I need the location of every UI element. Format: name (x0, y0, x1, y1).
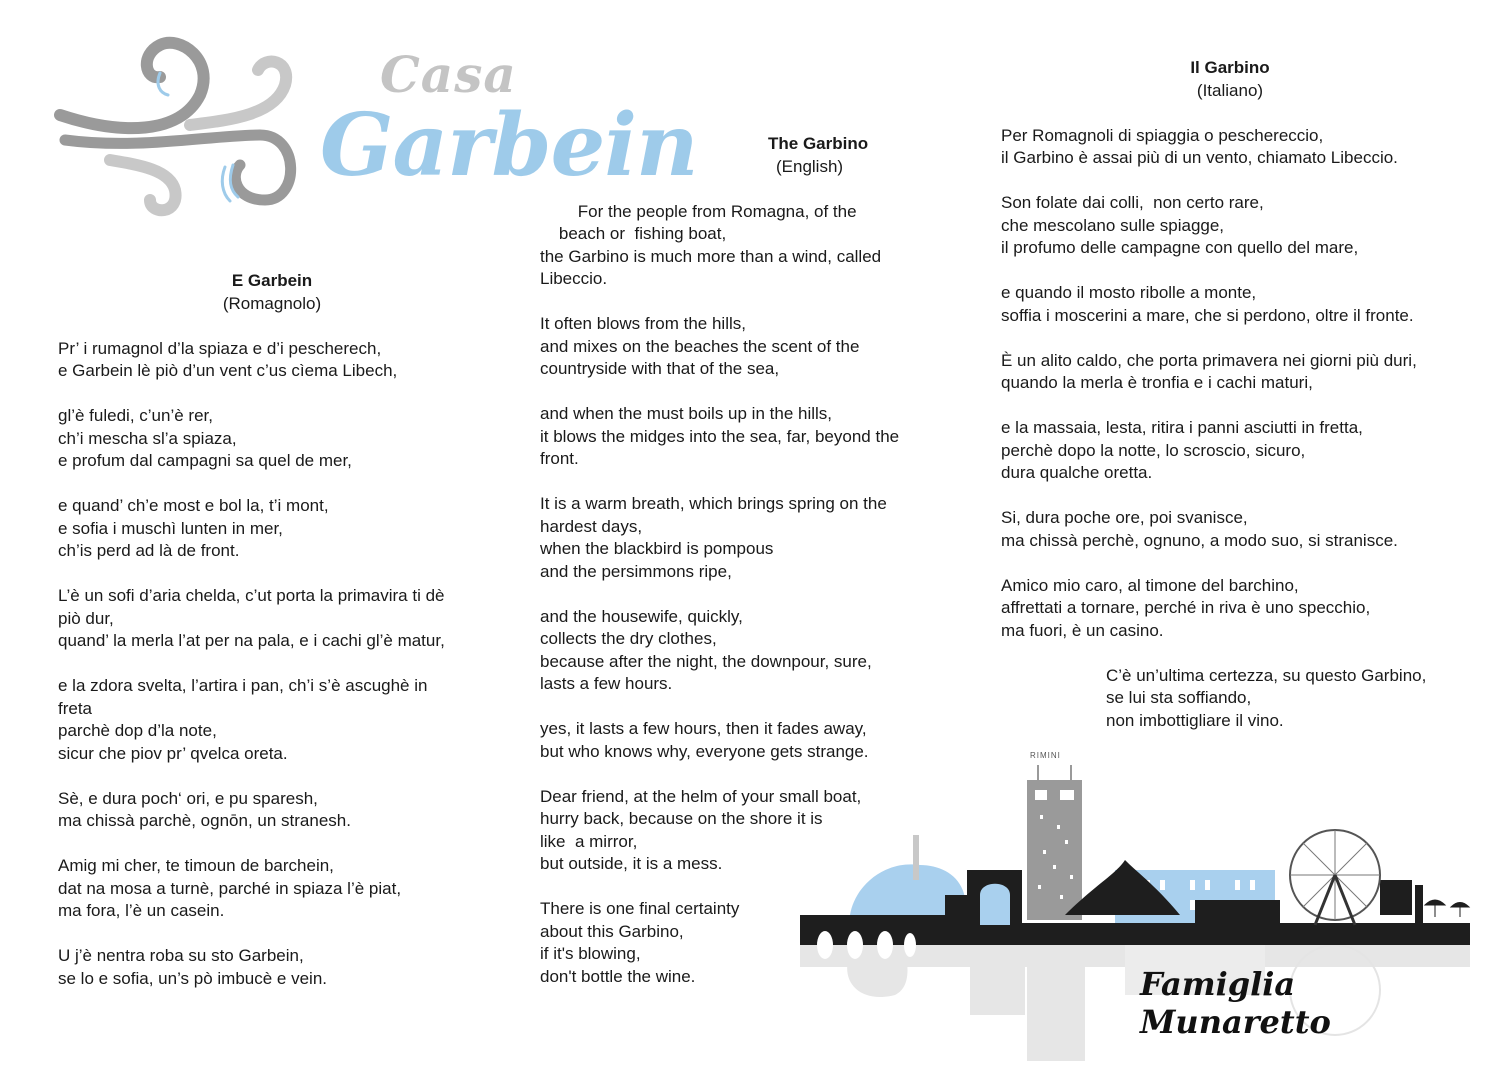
verse-line: the Garbino is much more than a wind, called (540, 246, 882, 266)
verse-line: dat na mosa a turnè, parché in spiaza l’è piat, (58, 878, 402, 898)
verse-line: Son folate dai colli, non certo rare, (1001, 193, 1264, 212)
stanza (1001, 350, 1471, 395)
verse-line: quand’ la merla l’at per na pala, e i cachi gl’è matur, (58, 631, 445, 650)
wind-swirl-icon (30, 25, 330, 225)
stanzas (1001, 125, 1471, 643)
stanza (1001, 417, 1471, 485)
verse-line: if it's blowing, (540, 944, 641, 963)
logo-casa-text: Casa (380, 45, 517, 104)
verse-line: For the people from Romagna, of the (540, 201, 857, 221)
verse-line: soffia i moscerini a mare, che si perdono, oltre il fronte. (1001, 305, 1414, 325)
verse-line: U j’è nentra roba su sto Garbein, (58, 946, 304, 965)
poem-language: (Italiano) (1196, 80, 1264, 100)
stanzas (58, 338, 498, 991)
verse-line: perchè dopo la notte, lo scroscio, sicuro, (1001, 440, 1306, 460)
verse-line: ch’i mescha sl’a spiaza, (58, 428, 237, 448)
verse-line: C’è un’ultima certezza, su questo Garbino, (1106, 665, 1427, 685)
poem-language: (English) (776, 156, 844, 176)
stanza (1001, 507, 1471, 552)
verse-line: dura qualche oretta. (1001, 463, 1153, 482)
poem-italiano (1001, 57, 1471, 755)
verse-line: Per Romagnoli di spiaggia o peschereccio, (1001, 125, 1324, 145)
verse-line: gl’è fuledi, c’un’è rer, (58, 406, 213, 425)
poem-title: The Garbino (768, 134, 869, 153)
verse-line: e la massaia, lesta, ritira i panni asciutti in fretta, (1001, 418, 1363, 437)
verse-line: e Garbein lè piò d’un vent c’us cìema Libech, (58, 361, 398, 380)
stanza (58, 495, 498, 563)
stanza (58, 675, 498, 765)
stanza (1001, 125, 1471, 170)
verse-line: se lui sta soffiando, (1106, 688, 1252, 707)
stanza (540, 606, 960, 696)
verse-line: e sofia i muschì lunten in mer, (58, 518, 283, 538)
verse-line: don't bottle the wine. (540, 966, 696, 986)
stanza (1001, 282, 1471, 327)
verse-line: There is one final certainty (540, 899, 740, 918)
verse-line: lasts a few hours. (540, 674, 673, 693)
verse-line: ma chissà parchè, ognōn, un stranesh. (58, 811, 351, 830)
verse-line: front. (540, 449, 579, 468)
stanza (58, 405, 498, 473)
verse-line: it blows the midges into the sea, far, beyond the (540, 426, 900, 446)
verse-line: non imbottigliare il vino. (1106, 710, 1284, 730)
verse-line: yes, it lasts a few hours, then it fades away, (540, 719, 867, 738)
verse-line: ma fora, l’è un casein. (58, 901, 225, 920)
verse-line: affrettati a tornare, perché in riva è uno specchio, (1001, 598, 1371, 617)
verse-line: It is a warm breath, which brings spring on the (540, 494, 887, 513)
verse-line: il Garbino è assai più di un vento, chiamato Libeccio. (1001, 148, 1398, 167)
verse-line: che mescolano sulle spiagge, (1001, 215, 1225, 235)
verse-line: Sè, e dura poch‘ ori, e pu sparesh, (58, 788, 318, 808)
poem-title: E Garbein (231, 271, 313, 290)
stanza (58, 338, 498, 383)
verse-line: Amico mio caro, al timone del barchino, (1001, 575, 1299, 595)
logo-garbein-text: Garbein (320, 95, 698, 196)
verse-line: but outside, it is a mess. (540, 854, 723, 873)
verse-line: about this Garbino, (540, 921, 684, 941)
verse-line: when the blackbird is pompous (540, 539, 774, 558)
verse-line: ch’is perd ad là de front. (58, 541, 240, 560)
verse-line: It often blows from the hills, (540, 314, 746, 333)
verse-line: piò dur, (58, 608, 114, 628)
verse-line: hurry back, because on the shore it is (540, 809, 823, 828)
signature: Famiglia Munaretto (1140, 965, 1331, 1041)
poem-language: (Romagnolo) (222, 293, 322, 313)
verse-line: but who knows why, everyone gets strange. (540, 741, 869, 761)
stanza (540, 313, 960, 381)
stanza (58, 585, 498, 653)
verse-line: Amig mi cher, te timoun de barchein, (58, 856, 334, 875)
verse-line: Si, dura poche ore, poi svanisce, (1001, 508, 1248, 527)
verse-line: hardest days, (540, 516, 643, 536)
verse-line: ma chissà perchè, ognuno, a modo suo, si stranisce. (1001, 530, 1398, 550)
rimini-label: RIMINI (1030, 751, 1061, 760)
verse-line: and mixes on the beaches the scent of the (540, 336, 860, 356)
stanza (540, 403, 960, 471)
stanza (540, 201, 960, 291)
verse-line: e quand’ ch’e most e bol la, t’i mont, (58, 496, 329, 515)
verse-line: L’è un sofi d’aria chelda, c’ut porta la primavira ti dè (58, 586, 445, 605)
stanza (58, 788, 498, 833)
verse-line: ma fuori, è un casino. (1001, 620, 1164, 640)
poem-romagnolo (58, 270, 498, 1013)
verse-line: Pr’ i rumagnol d’la spiaza e d’i pescherech, (58, 338, 382, 358)
verse-line: and the housewife, quickly, (540, 606, 743, 626)
stanza (540, 493, 960, 583)
closing-stanza (1106, 665, 1471, 733)
poem-title: Il Garbino (1190, 58, 1270, 77)
verse-line: sicur che piov pr’ qvelca oreta. (58, 743, 288, 763)
verse-line: countryside with that of the sea, (540, 359, 780, 378)
verse-line: e profum dal campagni sa quel de mer, (58, 451, 352, 470)
verse-line: e la zdora svelta, l’artira i pan, ch’i s’è ascughè in (58, 676, 428, 695)
verse-line: and the persimmons ripe, (540, 561, 732, 581)
verse-line: quando la merla è tronfia e i cachi maturi, (1001, 373, 1313, 392)
logo (30, 25, 698, 225)
verse-line: because after the night, the downpour, sure, (540, 651, 872, 671)
verse-line: collects the dry clothes, (540, 629, 717, 648)
verse-line: beach or fishing boat, (540, 224, 727, 243)
stanza (58, 855, 498, 923)
verse-line: il profumo delle campagne con quello del mare, (1001, 238, 1359, 257)
verse-line: Libeccio. (540, 269, 608, 288)
verse-line: e quando il mosto ribolle a monte, (1001, 283, 1257, 302)
verse-line: se lo e sofia, un’s pò imbucè e vein. (58, 968, 328, 988)
stanza (1001, 192, 1471, 260)
verse-line: freta (58, 698, 93, 718)
stanza (1001, 575, 1471, 643)
stanza (58, 945, 498, 990)
verse-line: parchè dop d’la note, (58, 721, 217, 740)
verse-line: Dear friend, at the helm of your small boat, (540, 786, 862, 806)
verse-line: È un alito caldo, che porta primavera nei giorni più duri, (1001, 350, 1417, 370)
verse-line: like a mirror, (540, 831, 638, 851)
rimini-skyline (795, 745, 1475, 1061)
verse-line: and when the must boils up in the hills, (540, 404, 833, 423)
